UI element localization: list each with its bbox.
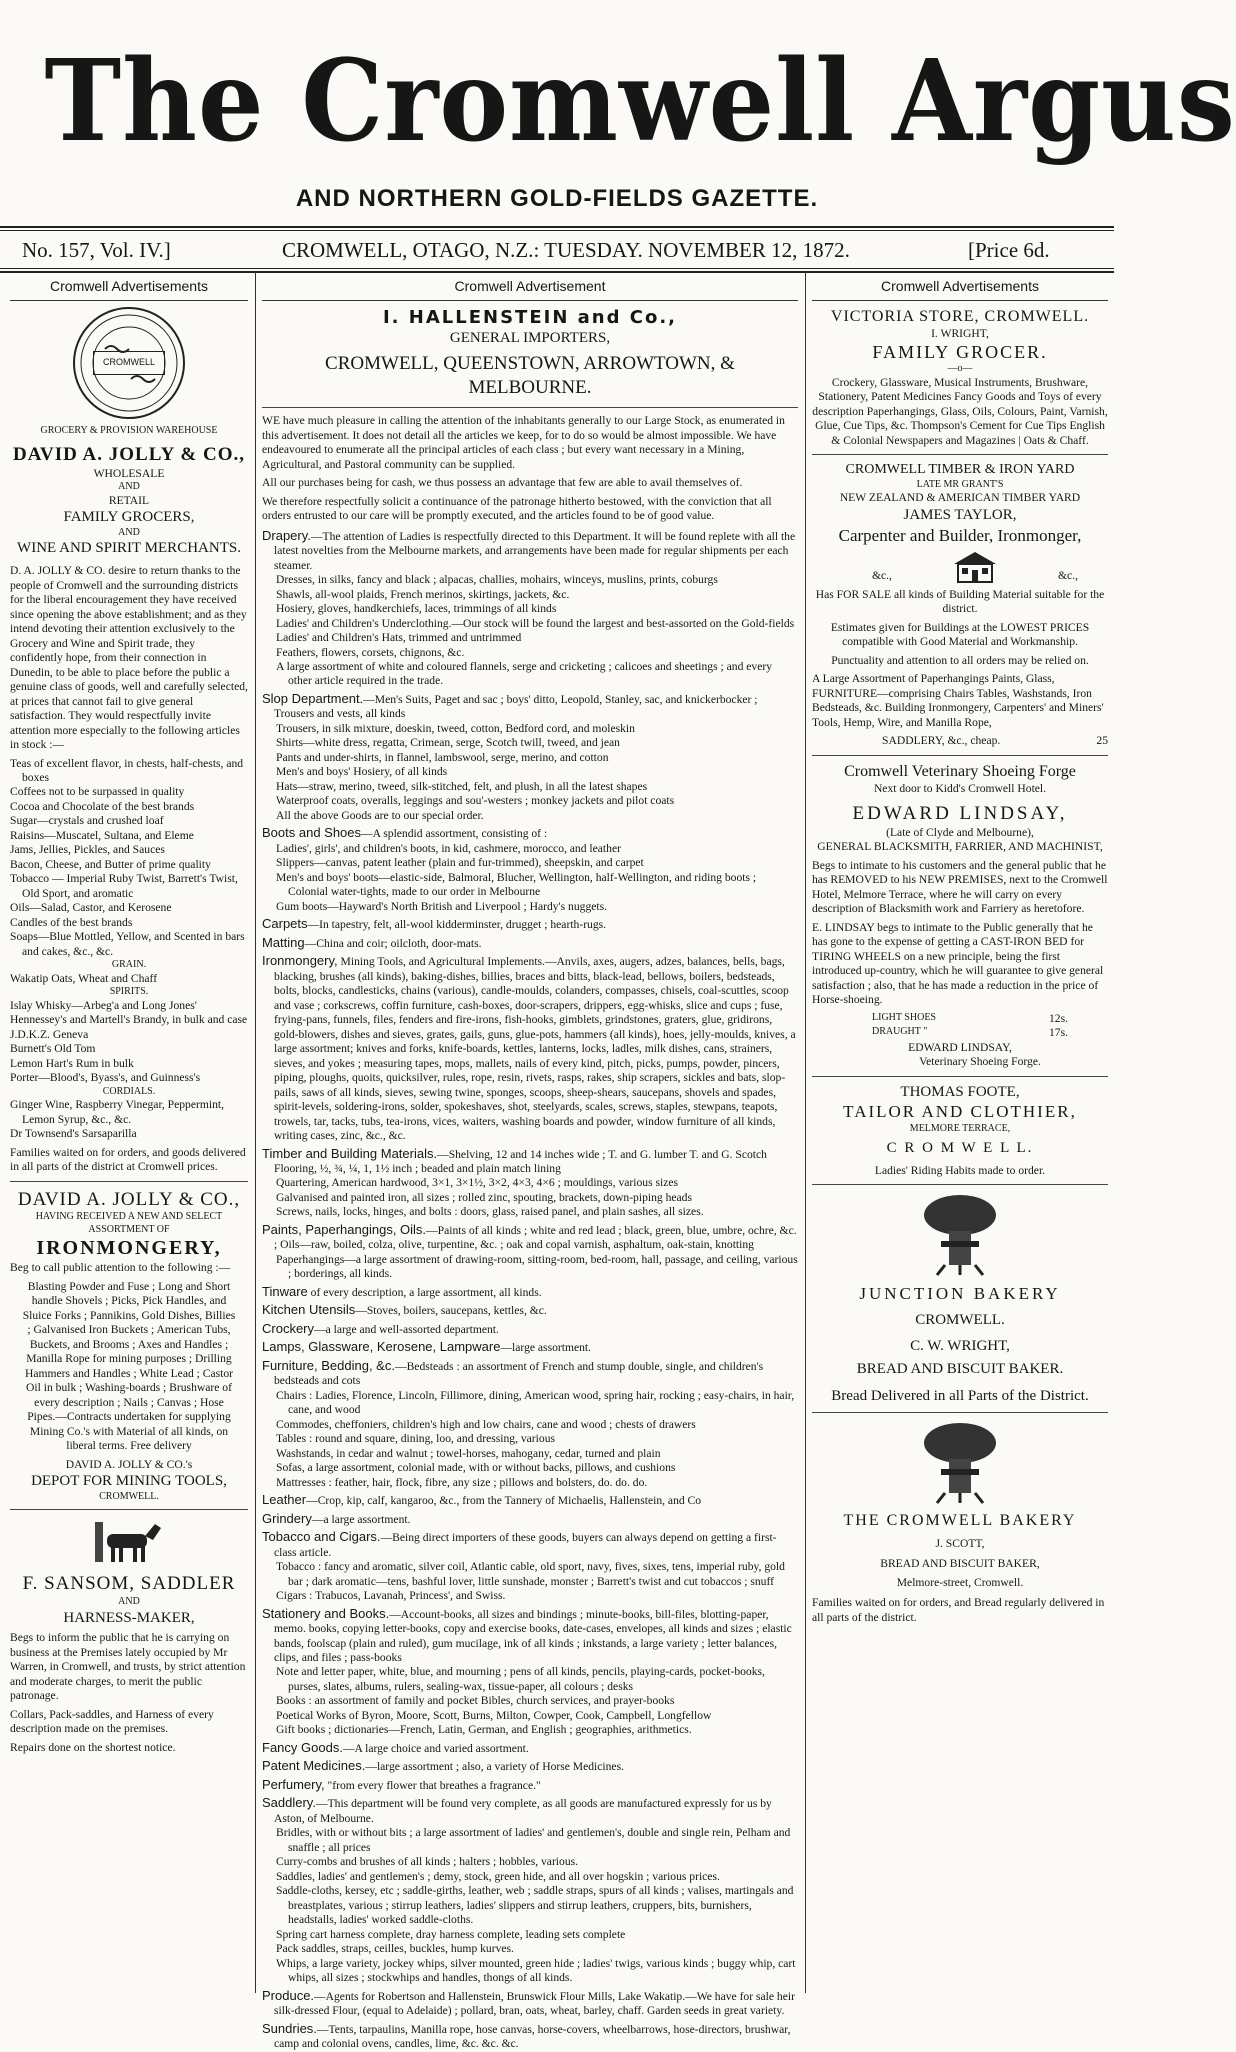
forge-light-row [812, 1012, 1108, 1026]
stock-section-line: Chairs : Ladies, Florence, Lincoln, Fillimore, dining, American wood, spring hair, rocking ; easy-chairs, in hair, cane, and wood [276, 1388, 795, 1417]
wheat-sheaf-icon [915, 1191, 1005, 1277]
cordials-item: Dr Townsend's Sarsaparilla [10, 1127, 137, 1141]
junction-bread: Bread Delivered in all Parts of the District. [831, 1387, 1089, 1404]
price: [Price 6d. [968, 238, 1050, 262]
stock-section-title: Crockery [262, 1320, 315, 1336]
junction-owner: C. W. WRIGHT, [910, 1338, 1010, 1355]
right-column-header: Cromwell Advertisements [812, 272, 1108, 301]
stock-section-line: Ladies' and Children's Hats, trimmed and untrimmed [276, 631, 522, 645]
stock-section-text: —Paints of all kinds ; white and red lead ; black, green, blue, umbre, ochre, &c. ; Oils—raw, boiled, colza, olive, turpentine, &c. ; oak and copal varnish, asphaltum, oak-stain, knotting [274, 1223, 797, 1252]
stock-section-line: Tobacco : fancy and aromatic, silver coil, Atlantic cable, old sport, navy, fives, sixes, tens, imperial ruby, gold bar ; dark aromatic—tens, bashful lover, little sunshade, monster ; Barrett's twist and cut tobaccos ; snuff [276, 1560, 785, 1588]
stock-section-line: Poetical Works of Byron, Moore, Scott, Burns, Milton, Cowper, Cook, Campbell, Longfellow [276, 1708, 712, 1722]
cordials-item: Ginger Wine, Raspberry Vinegar, Peppermint, Lemon Syrup, &c., &c. [10, 1098, 224, 1126]
stock-section-line: Curry-combs and brushes of all kinds ; halters ; hobbles, various. [276, 1855, 579, 1869]
masthead-rule-thin [0, 230, 1114, 231]
stock-section-text: —Men's Suits, Paget and sac ; boys' ditto, Leopold, Stanley, sac, and knickerbocker ; Trousers and vests, all kinds [274, 692, 758, 721]
masthead-title: The Cromwell Argus [44, 36, 1236, 167]
stock-section-line: Shawls, all-wool plaids, French merinos, skirtings, jackets, &c. [276, 587, 570, 601]
stock-section-text: —Tents, tarpaulins, Manilla rope, hose canvas, horse-covers, wheelbarrows, hose-directors, brushwar, camp and colonial ovens, candles, lime, &c. &c. &c. [274, 2022, 791, 2051]
stock-section-text: —Bedsteads : an assortment of French and stump double, single, and children's bedsteads and cots [274, 1359, 764, 1388]
foote-town: C R O M W E L L. [886, 1140, 1034, 1157]
stock-section-line: Note and letter paper, white, blue, and mourning ; pens of all kinds, pencils, playing-cards, pocket-books, purses, slates, albums, rulers, sealing-wax, tissue-paper, all colours ; desks [276, 1665, 765, 1693]
timber-owner: JAMES TAYLOR, [903, 506, 1017, 523]
iron-name: DAVID A. JOLLY & CO., [17, 1188, 241, 1210]
stock-section [262, 1529, 798, 1560]
jolly-name: DAVID A. JOLLY & CO., [13, 444, 245, 465]
victoria-owner: I. WRIGHT, [931, 326, 989, 340]
stock-section [262, 935, 798, 951]
victoria-divider: —o— [947, 363, 973, 375]
bakery-owner: J. SCOTT, [935, 1536, 985, 1550]
jolly-item: Raisins—Muscatel, Sultana, and Eleme [10, 828, 194, 842]
stock-section-line: Tables : round and square, dining, loo, and dressing, various [276, 1432, 555, 1446]
draught-price: 17s. [1048, 1026, 1068, 1040]
stock-section-title: Produce. [262, 1987, 315, 2003]
stock-section [262, 1511, 798, 1527]
hallenstein-towns: CROMWELL, QUEENSTOWN, ARROWTOWN, & MELBOURNE. [325, 352, 735, 398]
jolly-intro: D. A. JOLLY & CO. desire to return thanks to the people of Cromwell and the surrounding districts for the liberal encouragement they have received since opening the above establishment; and as they intend devoting their attention exclusively to the Grocery and Wine and Spirit trade, they confidently hope, from their connection in Dunedin, to be able to place before the public a genuine class of goods, well and carefully selected, at prices that cannot fail to give general satisfaction. They would respectfully invite attention more especially to the following articles in stock :— [10, 564, 248, 752]
stock-section-line: Gift books ; dictionaries—French, Latin, German, and English ; geographies, arithmetics. [276, 1723, 692, 1737]
stock-section-title: Tinware [262, 1283, 308, 1299]
stock-section-title: Kitchen Utensils [262, 1302, 356, 1318]
stock-section-line: Spring cart harness complete, dray harness complete, leading sets complete [276, 1927, 626, 1941]
forge-trade: GENERAL BLACKSMITH, FARRIER, AND MACHINIST, [817, 840, 1103, 854]
right-column [812, 272, 1108, 1990]
separator [262, 407, 798, 408]
separator [812, 755, 1108, 756]
house-icon [950, 550, 1000, 584]
stock-section-line: Saddles, ladies' and gentlemen's ; demy, stock, green hide, and all over hogskin ; various prices. [276, 1869, 720, 1883]
bakery-families: Families waited on for orders, and Bread regularly delivered in all parts of the district. [812, 1596, 1105, 1624]
stock-section [262, 953, 798, 1143]
stock-section-text: —Account-books, all sizes and bindings ; minute-books, bill-files, blotting-paper, memo. books, copying letter-books, copy and exercise books, date-cases, envelopes, all kinds and sizes ; elastic bands, foolscap (plain and ruled), gum mucilage, ink of all kinds ; inkstands, a large variety ; letter balances, clips, and files ; pass-books [274, 1607, 792, 1664]
stock-section-line: Gum boots—Hayward's North British and Liverpool ; Hardy's nuggets. [276, 899, 608, 913]
stock-section-line: Ladies', girls', and children's boots, in kid, cashmere, morocco, and leather [276, 841, 621, 855]
spirits-item: Islay Whisky—Arbeg'a and Long Jones' [10, 998, 197, 1012]
depot-line-3: CROMWELL. [99, 1490, 159, 1502]
forge-late: (Late of Clyde and Melbourne), [886, 825, 1034, 839]
grain-item: Wakatip Oats, Wheat and Chaff [10, 971, 158, 985]
stock-section-line: Quartering, American hardwood, 3×1, 3×1½, 3×2, 4×3, 4×6 ; mouldings, various sizes [276, 1176, 679, 1190]
jolly-item: Soaps—Blue Mottled, Yellow, and Scented in bars and cakes, &c., &c. [10, 930, 245, 958]
jolly-retail: RETAIL [108, 493, 150, 507]
stock-section-title: Leather [262, 1492, 307, 1508]
stock-section [262, 1222, 798, 1253]
stock-section-line: Trousers, in silk mixture, doeskin, tweed, cotton, Bedford cord, and moleskin [276, 721, 635, 735]
stock-section-title: Patent Medicines. [262, 1758, 366, 1774]
jolly-item: Candles of the best brands [10, 915, 133, 929]
place-date: CROMWELL, OTAGO, N.Z.: TUESDAY. NOVEMBER 12, 1872. [282, 238, 850, 262]
depot-line-2: DEPOT FOR MINING TOOLS, [31, 1473, 227, 1490]
hallenstein-paragraph-3: We therefore respectfully solicit a continuance of the patronage hitherto bestowed, with the conviction that all orders entrusted to our care will be promptly executed, and the articles found to be of good value. [262, 494, 772, 523]
stock-section-line: Bridles, with or without bits ; a large assortment of ladies' and gentlemen's, double and single rein, Pelham and snaffle ; all prices [276, 1826, 791, 1854]
forge-name: Cromwell Veterinary Shoeing Forge [844, 762, 1076, 780]
stock-section-line: Feathers, flowers, corsets, chignons, &c. [276, 645, 465, 659]
stock-section [262, 825, 798, 841]
stock-section [262, 528, 798, 573]
separator [812, 1076, 1108, 1077]
masthead-subtitle: AND NORTHERN GOLD-FIELDS GAZETTE. [295, 185, 819, 212]
stock-section-text: "from every flower that breathes a fragrance." [324, 1778, 541, 1792]
stock-section-title: Timber and Building Materials. [262, 1145, 438, 1161]
stock-section [262, 2021, 798, 2052]
forge-text-1: Begs to intimate to his customers and the general public that he has REMOVED to his NEW PREMISES, next to the Cromwell Hotel, Melmore Terrace, where he will carry on every description of Blacksmith work and Farriery as heretofore. [812, 858, 1108, 916]
separator [10, 1509, 248, 1510]
seal-ring-text: GROCERY & PROVISION WAREHOUSE [40, 424, 218, 436]
middle-column-header: Cromwell Advertisement [262, 272, 798, 301]
stock-section [262, 1777, 798, 1793]
light-shoes-label: LIGHT SHOES [872, 1011, 936, 1023]
spirits-item: Hennessey's and Martell's Brandy, in bulk and case [10, 1013, 248, 1027]
left-column [10, 272, 248, 1990]
jolly-wine-spirit: WINE AND SPIRIT MERCHANTS. [17, 540, 241, 557]
stock-section-line: Hosiery, gloves, handkerchiefs, laces, trimmings of all kinds [276, 602, 557, 616]
draught-label: DRAUGHT " [872, 1026, 928, 1038]
stock-section-line: Slippers—canvas, patent leather (plain and fur-trimmed), sheepskin, and carpet [276, 856, 644, 870]
iron-beg: Beg to call public attention to the following :— [10, 1261, 231, 1275]
stock-section [262, 1284, 798, 1300]
spirits-item: Porter—Blood's, Byass's, and Guinness's [10, 1071, 201, 1085]
jolly-item: Teas of excellent flavor, in chests, half-chests, and boxes [10, 756, 244, 784]
timber-number: 25 [1096, 734, 1108, 748]
middle-column [262, 272, 798, 2051]
forge-text-2: E. LINDSAY begs to intimate to the Public generally that he has gone to the expense of getting a CAST-IRON BED for TIRING WHEELS on a new principle, being the first introduced up-country, which he will guarantee to give general satisfaction ; also, that he has made a reduction in the price of Horse-shoeing. [812, 920, 1104, 1007]
issue-number: No. 157, Vol. IV.] [22, 238, 171, 262]
stock-section-title: Lamps, Glassware, Kerosene, Lampware [262, 1339, 501, 1355]
stock-section [262, 1795, 798, 1826]
saddler-horse-icon [89, 1516, 169, 1566]
timber-saddlery: SADDLERY, &c., cheap. [882, 734, 1001, 748]
iron-list: Blasting Powder and Fuse ; Long and Short handle Shovels ; Picks, Pick Handles, and Sluice Forks ; Pannikins, Gold Dishes, Billies ; Galvanised Iron Buckets ; American Tubs, Buckets, and Brooms ; Axes and Handles ; Manilla Rope for mining purposes ; Drilling Hammers and Handles ; White Lead ; Castor Oil in bulk ; Washing-boards ; Brushware of every description ; Nails ; Canvas ; Hose Pipes.—Contracts undertaken for supplying Mining Co.'s with Material of all kinds, on liberal terms. Free delivery [22, 1279, 236, 1453]
timber-etc-1: &c., [872, 569, 892, 583]
spirits-item: Burnett's Old Tom [10, 1042, 96, 1056]
depot-line-1: DAVID A. JOLLY & CO.'s [65, 1457, 193, 1471]
column-divider-right [805, 272, 806, 1993]
stock-section-title: Ironmongery, [262, 953, 338, 969]
separator [812, 1412, 1108, 1413]
timber-etc-2: &c., [1058, 569, 1078, 583]
stock-section-text: —A splendid assortment, consisting of : [361, 827, 548, 841]
junction-name: JUNCTION BAKERY [859, 1284, 1061, 1304]
stock-section-title: Tobacco and Cigars. [262, 1529, 381, 1545]
timber-estimates: Estimates given for Buildings at the LOWEST PRICES compatible with Good Material and Workmanship. [830, 620, 1090, 649]
sansom-text: Begs to inform the public that he is carrying on business at the Premises lately occupied by Mr Warren, in Cromwell, and trusts, by strict attention and moderate charges, to merit the public patronage. [10, 1631, 246, 1703]
stock-section-line: Cigars : Trabucos, Lavanah, Princess', and Swiss. [276, 1589, 506, 1603]
stock-section-line: Men's and boys' boots—elastic-side, Balmoral, Blucher, Wellington, half-Wellington, and riding boots ; Colonial water-tights, made to our order in Melbourne [276, 870, 757, 899]
spirits-heading: SPIRITS. [109, 986, 149, 998]
stock-section-text: —a large assortment. [311, 1512, 411, 1526]
dateline [0, 236, 1114, 266]
left-column-header: Cromwell Advertisements [10, 272, 248, 301]
spirits-item: Lemon Hart's Rum in bulk [10, 1056, 134, 1070]
junction-town: CROMWELL. [915, 1311, 1005, 1328]
masthead-rule-top [0, 226, 1114, 228]
jolly-and-1: AND [118, 481, 140, 493]
stock-section-line: Pack saddles, straps, ceilles, buckles, hump kurves. [276, 1942, 514, 1956]
timber-saddlery-row [812, 734, 1108, 748]
victoria-trade: FAMILY GROCER. [872, 341, 1048, 362]
foote-habits: Ladies' Riding Habits made to order. [874, 1163, 1046, 1177]
forge-next: Next door to Kidd's Cromwell Hotel. [873, 781, 1047, 795]
stock-section-text: —Shelving, 12 and 14 inches wide ; T. and G. lumber T. and G. Scotch Flooring, ½, ¾, ¼, 1, 1½ inch ; beaded and plain match lining [274, 1147, 767, 1175]
jolly-item: Cocoa and Chocolate of the best brands [10, 799, 195, 813]
junction-trade: BREAD AND BISCUIT BAKER. [856, 1361, 1064, 1378]
stock-section-text: —In tapestry, felt, all-wool kidderminster, drugget ; hearth-rugs. [307, 918, 607, 932]
stock-section-line: Ladies' and Children's Underclothing.—Our stock will be found the largest and best-assorted on the Gold-fields [276, 616, 795, 630]
stock-section-line: Paperhangings—a large assortment of drawing-room, sitting-room, bed-room, hall, passage, and ceiling, various ; borderings, all kinds. [276, 1252, 798, 1281]
wheat-sheaf-icon [915, 1419, 1005, 1505]
forge-draught-row [812, 1026, 1108, 1040]
dateline-rule-thin [0, 268, 1114, 269]
victoria-name: VICTORIA STORE, CROMWELL. [830, 307, 1090, 325]
cordials-heading: CORDIALS. [102, 1085, 156, 1097]
stock-section-line: Galvanised and painted iron, all sizes ; rolled zinc, spouting, brackets, down-piping heads [276, 1190, 692, 1204]
stock-section-text: —The attention of Ladies is respectfully directed to this Department. It will be found replete with all the latest novelties from the Melbourne markets, and arrangements have been made for regular shipments per each steamer. [274, 529, 796, 572]
jolly-item: Tobacco — Imperial Ruby Twist, Barrett's Twist, Old Sport, and aromatic [10, 872, 238, 900]
stock-sections [262, 528, 798, 2052]
victoria-text: Crockery, Glassware, Musical Instruments, Brushware, Stationery, Patent Medicines Fancy Goods and Toys of every description Paperhangings, Glass, Oils, Colours, Paint, Varnish, Glue, Cue Tips, &c. Thompson's Cement for Cue Tips English & Colonial Newspapers and Magazines | Oats & Chaff. [812, 375, 1108, 447]
ironmongery-title: IRONMONGERY, [36, 1237, 222, 1260]
timber-name: CROMWELL TIMBER & IRON YARD [845, 462, 1075, 478]
grain-heading: GRAIN. [111, 959, 147, 971]
stock-section-text: —China and coir; oilcloth, door-mats. [304, 936, 482, 950]
hallenstein-firm: I. HALLENSTEIN and Co., [382, 306, 678, 328]
hallenstein-paragraph-2: All our purchases being for cash, we thus possess an advantage that few are able to avail themselves of. [262, 476, 743, 490]
separator [812, 454, 1108, 455]
stock-section-text: —Being direct importers of these goods, buyers can always depend on getting a first-class article. [274, 1531, 777, 1559]
stock-section-title: Slop Department. [262, 690, 364, 706]
jolly-wholesale: WHOLESALE [93, 466, 165, 480]
jolly-item-list [10, 757, 248, 960]
timber-nz: NEW ZEALAND & AMERICAN TIMBER YARD [839, 491, 1081, 505]
separator [10, 1181, 248, 1182]
timber-punctuality: Punctuality and attention to all orders may be relied on. [831, 653, 1089, 667]
stock-section-title: Carpets [262, 916, 308, 932]
stock-section-line: Hats—straw, merino, tweed, silk-stitched, felt, and plush, in all the latest shapes [276, 779, 648, 793]
stock-section-line: Sofas, a large assortment, colonial made, with or without backs, pillows, and cushions [276, 1461, 676, 1475]
foote-trade: TAILOR AND CLOTHIER, [843, 1102, 1077, 1122]
sansom-trade: HARNESS-MAKER, [63, 1609, 195, 1626]
bakery-trade: BREAD AND BISCUIT BAKER, [880, 1557, 1040, 1571]
stock-section [262, 1740, 798, 1756]
bakery-name: THE CROMWELL BAKERY [843, 1511, 1077, 1529]
hallenstein-importers: GENERAL IMPORTERS, [449, 330, 611, 346]
stock-section-text: —Stoves, boilers, saucepans, kettles, &c. [355, 1304, 547, 1318]
timber-trade: Carpenter and Builder, Ironmonger, [838, 525, 1082, 545]
sansom-collars: Collars, Pack-saddles, and Harness of every description made on the premises. [10, 1707, 214, 1736]
stock-section-text: —This department will be found very complete, as all goods are manufactured expressly for us by Aston, of Melbourne. [274, 1797, 772, 1825]
forge-sign: EDWARD LINDSAY, [908, 1040, 1012, 1054]
seal-center: CROMWELL [93, 351, 165, 375]
timber-etc-row [812, 550, 1108, 584]
stock-section [262, 1146, 798, 1177]
stock-section-text: —Agents for Robertson and Hallenstein, Brunswick Flour Mills, Lake Wakatip.—We have for sale heir silk-dressed Flour, (equal to Adelaide) ; pollard, bran, oats, wheat, barley, chaff. Garden seeds in great variety. [274, 1989, 795, 2018]
stock-section-title: Stationery and Books. [262, 1605, 390, 1621]
stock-section-text: —a large and well-assorted department. [314, 1322, 499, 1336]
foote-street: MELMORE TERRACE, [909, 1122, 1011, 1134]
stock-section [262, 1339, 798, 1355]
stock-section-line: Waterproof coats, overalls, leggings and sou'-westers ; monkey jackets and pilot coats [276, 794, 675, 808]
stock-section-text: —A large choice and varied assortment. [342, 1741, 529, 1755]
hallenstein-paragraph-1: WE have much pleasure in calling the attention of the inhabitants generally to our Large Stock, as enumerated in this advertisement. It does not detail all the articles we keep, for to do so would be almost impossible. We have endeavoured to enumerate all the principal articles of each class ; but every want necessary in a Mining, Agricultural, and Pastoral community can be supplied. [262, 414, 785, 471]
seal-ring-icon [75, 309, 183, 417]
stock-section-title: Paints, Paperhangings, Oils. [262, 1221, 427, 1237]
sansom-and: AND [118, 1596, 140, 1608]
stock-section-line: Washstands, in cedar and walnut ; towel-horses, mahogany, cedar, turned and plain [276, 1446, 661, 1460]
stock-section-text: of every description, a large assortment, all kinds. [307, 1285, 542, 1299]
forge-smith: EDWARD LINDSAY, [852, 803, 1068, 825]
stock-section-title: Matting [262, 934, 305, 950]
jolly-item: Bacon, Cheese, and Butter of prime quality [10, 857, 211, 871]
separator [812, 1184, 1108, 1185]
jolly-item: Coffees not to be surpassed in quality [10, 785, 185, 799]
timber-sale: Has FOR SALE all kinds of Building Material suitable for the district. [815, 587, 1105, 616]
jolly-item: Oils—Salad, Castor, and Kerosene [10, 901, 172, 915]
stock-section-title: Saddlery. [262, 1795, 316, 1811]
bakery-street: Melmore-street, Cromwell. [896, 1575, 1024, 1589]
foote-owner: THOMAS FOOTE, [900, 1083, 1020, 1100]
stock-section-line: Books : an assortment of family and pocket Bibles, church services, and prayer-books [276, 1694, 675, 1708]
stock-section-title: Drapery. [262, 527, 311, 543]
stock-section-line: Commodes, cheffoniers, children's high and low chairs, cane and wood ; chests of drawers [276, 1417, 696, 1431]
jolly-family-grocers: FAMILY GROCERS, [63, 509, 195, 526]
stock-section-line: All the above Goods are to our special order. [276, 808, 484, 822]
stock-section-title: Sundries. [262, 2020, 317, 2036]
stock-section [262, 1358, 798, 1389]
stock-section-line: Whips, a large variety, jockey whips, silver mounted, green hide ; ladies' twigs, various kinds ; buggy whip, cart whips, all sizes ; stockwhips and handles, thongs of all kinds. [276, 1956, 796, 1985]
stock-section-text: —large assortment. [500, 1341, 592, 1355]
spirits-item: J.D.K.Z. Geneva [10, 1027, 89, 1041]
stock-section [262, 1758, 798, 1774]
stock-section-text: —Crop, kip, calf, kangaroo, &c., from the Tannery of Michaelis, Hallenstein, and Co [306, 1494, 702, 1508]
stock-section [262, 916, 798, 932]
stock-section [262, 1492, 798, 1508]
stock-section-title: Fancy Goods. [262, 1739, 343, 1755]
sansom-name: F. SANSOM, SADDLER [22, 1573, 236, 1595]
grocery-seal [73, 307, 185, 419]
stock-section-line: Screws, nails, locks, hinges, and bolts : doors, glass, raised panel, and plain sashes, all sizes. [276, 1205, 704, 1219]
jolly-item: Jams, Jellies, Pickles, and Sauces [10, 843, 165, 857]
stock-section-title: Grindery [262, 1510, 312, 1526]
stock-section-line: Mattresses : feather, hair, flock, fibre, any size ; pillows and bolsters, do. do. do. [276, 1475, 648, 1489]
timber-assortment: A Large Assortment of Paperhangings Paints, Glass, FURNITURE—comprising Chairs Tables, Washstands, Iron Bedsteads, &c. Building Ironmongery, Carpenters' and Miners' Tools, Hemp, Wire, and Manilla Rope, [812, 672, 1104, 729]
stock-section-title: Boots and Shoes [262, 825, 362, 841]
stock-section [262, 1302, 798, 1318]
stock-section-text: Mining Tools, and Agricultural Implements.—Anvils, axes, augers, adzes, balances, bells, bags, blacking, brushes (all kinds), baking-dishes, billies, braces and bitts, black-lead, bellows, boilers, bedsteads, bolts, blocks, candlesticks, chains (various), candle-moulds, colanders, compasses, chisels, coal-scuttles, scoop and vase ; corkscrews, coffin furniture, cash-boxes, door-scrapers, drippers, egg-whisks, slice and cups ; fuse, frying-pans, funnels, files, fenders and fire-irons, fish-hooks, gimblets, grindstones, graters, glue, gridirons, gold-blowers, dishes and sieves, grates, gails, guns, glue-pots, hammers (all kinds), hoes, jelly-moulds, knives, a large assortment; knives and forks, knife-boards, kettles, lanterns, locks, ladles, milk dishes, cans, strainers, sieves, and yokes ; measuring tapes, mops, mallets, nails of every kind, pitch, picks, pumps, powder, pincers, piping, ploughs, quoits, quicksilver, rules, rope, resin, rivets, rasps, rakes, ship scrapers, sickles and bats, slop-pails, saws of all kinds, sieves, sewing twine, sponges, scoops, sheep-shears, saucepans, shovels and spades, spirit-levels, soldering-irons, solder, spokeshaves, shot, steelyards, scales, screws, staples, stewpans, teapots, trowels, tar, tacks, tubs, tea-irons, vices, waiters, washing boards and powder, window furniture of all kinds, writing cases, zinc, &c., &c. [274, 955, 796, 1143]
jolly-families: Families waited on for orders, and goods delivered in all parts of the district at Cromwell prices. [10, 1145, 246, 1174]
stock-section [262, 691, 798, 722]
stock-section [262, 1606, 798, 1666]
jolly-and-2: AND [118, 526, 140, 538]
iron-having: HAVING RECEIVED A NEW AND SELECT ASSORTMENT OF [35, 1211, 223, 1235]
timber-late: LATE MR GRANT'S [916, 478, 1004, 490]
stock-section-line: A large assortment of white and coloured flannels, serge and cricketing ; calicoes and sheetings ; and every other article required in the trade. [276, 660, 773, 688]
sansom-repairs: Repairs done on the shortest notice. [10, 1740, 176, 1754]
stock-section-title: Perfumery, [262, 1776, 325, 1792]
stock-section-text: —large assortment ; also, a variety of Horse Medicines. [365, 1760, 624, 1774]
stock-section-line: Shirts—white dress, regatta, Crimean, serge, Scotch twill, tweed, and jean [276, 736, 620, 750]
stock-section [262, 1321, 798, 1337]
forge-sign-2: Veterinary Shoeing Forge. [919, 1055, 1041, 1069]
stock-section-line: Dresses, in silks, fancy and black ; alpacas, challies, mohairs, winceys, muslins, prints, coburgs [276, 573, 718, 587]
jolly-item: Sugar—crystals and crushed loaf [10, 814, 164, 828]
stock-section-line: Saddle-cloths, kersey, etc ; saddle-girths, leather, web ; saddle straps, spurs of all kinds ; valises, martingals and breastplates, various ; stirrup leathers, ladies' slippers and stirrup leathers, cruppers, bits, burnishers, headstalls, ladies' worked saddle-cloths. [276, 1884, 794, 1927]
stock-section-line: Pants and under-shirts, in flannel, lambswool, serge, merino, and cotton [276, 750, 609, 764]
column-divider-left [255, 272, 256, 1993]
light-shoes-price: 12s. [1048, 1011, 1068, 1025]
stock-section [262, 1988, 798, 2019]
stock-section-line: Men's and boys' Hosiery, of all kinds [276, 765, 448, 779]
stock-section-title: Furniture, Bedding, &c. [262, 1357, 395, 1373]
